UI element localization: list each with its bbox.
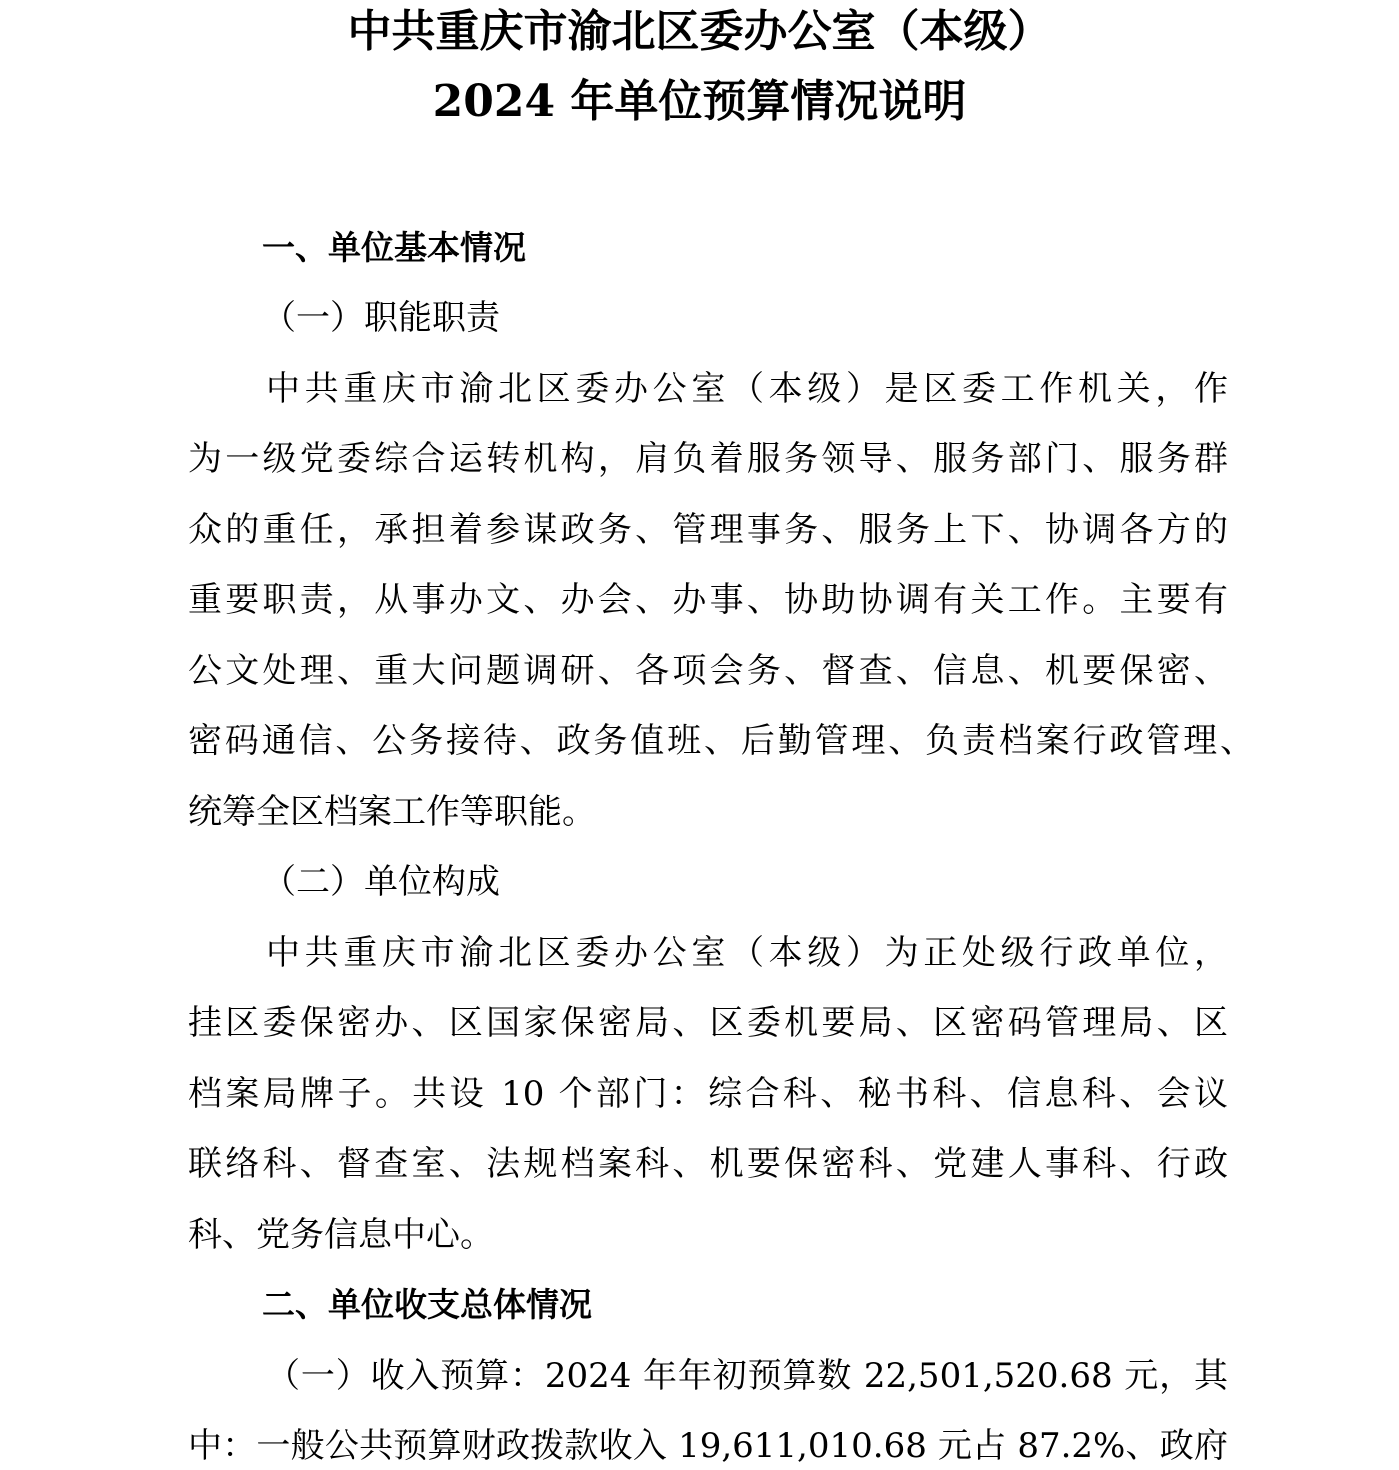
document-title-line-1: 中共重庆市渝北区委办公室（本级）: [347, 6, 1052, 57]
paragraph-line: 重要职责，从事办文、办会、办事、协助协调有关工作。主要有: [188, 580, 1228, 620]
subsection-2-heading: （二）单位构成: [262, 862, 500, 902]
paragraph-line: 密码通信、公务接待、政务值班、后勤管理、负责档案行政管理、: [188, 721, 1254, 761]
subsection-1-heading: （一）职能职责: [262, 298, 500, 338]
paragraph-line: 联络科、督查室、法规档案科、机要保密科、党建人事科、行政: [188, 1144, 1228, 1184]
paragraph-line: （一）收入预算：2024 年年初预算数 22,501,520.68 元，其: [266, 1356, 1228, 1396]
paragraph-line: 公文处理、重大问题调研、各项会务、督查、信息、机要保密、: [188, 651, 1228, 691]
paragraph-line: 统筹全区档案工作等职能。: [188, 792, 596, 832]
paragraph-line: 档案局牌子。共设 10 个部门：综合科、秘书科、信息科、会议: [188, 1074, 1228, 1114]
paragraph-line: 中：一般公共预算财政拨款收入 19,611,010.68 元占 87.2%、政府: [188, 1426, 1228, 1466]
paragraph-line: 中共重庆市渝北区委办公室（本级）是区委工作机关，作: [266, 369, 1228, 409]
section-1-heading: 一、单位基本情况: [262, 228, 526, 267]
paragraph-line: 科、党务信息中心。: [188, 1215, 494, 1255]
paragraph-line: 为一级党委综合运转机构，肩负着服务领导、服务部门、服务群: [188, 439, 1228, 479]
paragraph-line: 挂区委保密办、区国家保密局、区委机要局、区密码管理局、区: [188, 1003, 1228, 1043]
document-title-line-2: 2024 年单位预算情况说明: [432, 76, 967, 127]
section-2-heading: 二、单位收支总体情况: [262, 1285, 592, 1324]
paragraph-line: 众的重任，承担着参谋政务、管理事务、服务上下、协调各方的: [188, 510, 1228, 550]
paragraph-line: 中共重庆市渝北区委办公室（本级）为正处级行政单位，: [266, 933, 1228, 973]
